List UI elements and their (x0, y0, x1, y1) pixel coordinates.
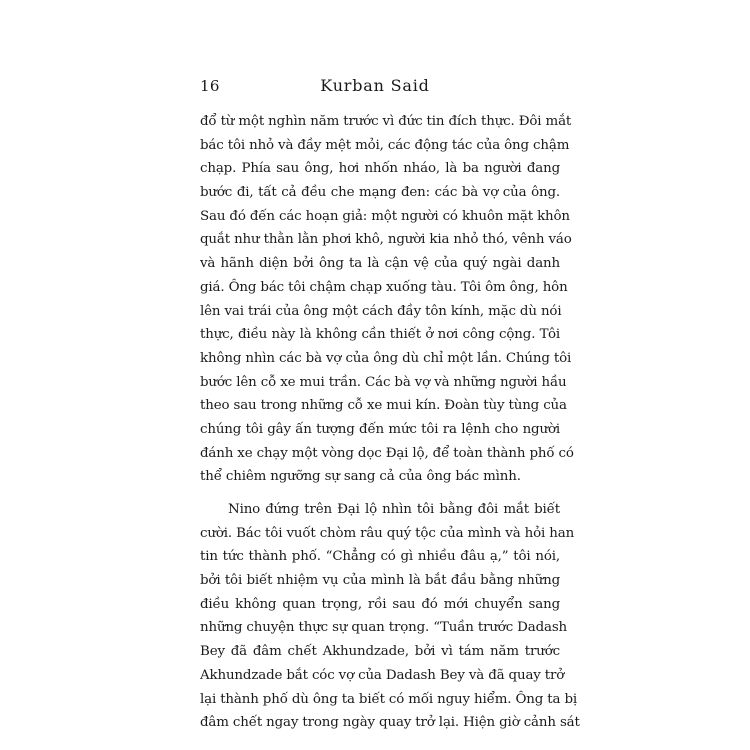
text-line: thể chiêm ngưỡng sự sang cả của ông bác mình. (200, 469, 521, 485)
text-line: tin tức thành phố. “Chẳng có gì nhiều đâu ạ,” tôi nói, (200, 549, 560, 565)
text-line: lại thành phố dù ông ta biết có mối nguy hiểm. Ông ta bị (200, 691, 578, 707)
text-line: và hãnh diện bởi ông ta là cận vệ của quý ngài danh (200, 256, 560, 272)
paragraph-2 (200, 498, 580, 735)
text-line: Nino đứng trên Đại lộ nhìn tôi bằng đôi mắt biết (228, 502, 560, 517)
text-line: đánh xe chạy một vòng dọc Đại lộ, để toàn thành phố có (200, 445, 574, 461)
text-line: cười. Bác tôi vuốt chòm râu quý tộc của mình và hỏi han (200, 525, 575, 541)
text-line: chúng tôi gây ấn tượng đến mức tôi ra lệnh cho người (200, 421, 560, 437)
running-head: Kurban Said (320, 76, 430, 95)
text-line: Akhundzade bắt cóc vợ của Dadash Bey và đã quay trở (200, 667, 565, 683)
text-line: lên vai trái của ông một cách đầy tôn kính, mặc dù nói (200, 303, 562, 319)
text-line: bước đi, tất cả đều che mạng đen: các bà vợ của ông. (200, 185, 560, 201)
text-line: đâm chết ngay trong ngày quay trở lại. Hiện giờ cảnh sát (200, 715, 580, 731)
paragraph-1 (200, 110, 574, 489)
text-line: bởi tôi biết nhiệm vụ của mình là bắt đầu bằng những (200, 573, 560, 589)
text-line: bước lên cỗ xe mui trần. Các bà vợ và những người hầu (200, 374, 567, 390)
page-number: 16 (200, 77, 220, 95)
text-line: giá. Ông bác tôi chậm chạp xuống tàu. Tôi ôm ông, hôn (200, 279, 568, 295)
text-line: quắt như thằn lằn phơi khô, người kia nhỏ thó, vênh váo (200, 232, 572, 248)
body-text (200, 110, 580, 735)
paragraph-gap (200, 489, 560, 498)
text-line: không nhìn các bà vợ của ông dù chỉ một lần. Chúng tôi (200, 350, 572, 366)
text-line: Bey đã đâm chết Akhundzade, bởi vì tám năm trước (200, 644, 560, 660)
text-line: Sau đó đến các hoạn giả: một người có khuôn mặt khôn (200, 208, 570, 224)
text-line: đổ từ một nghìn năm trước vì đức tin đích thực. Đôi mắt (200, 114, 572, 129)
text-line: những chuyện thực sự quan trọng. “Tuần trước Dadash (200, 620, 568, 636)
text-line: bác tôi nhỏ và đầy mệt mỏi, các động tác của ông chậm (200, 137, 570, 153)
text-line: theo sau trong những cỗ xe mui kín. Đoàn tùy tùng của (200, 398, 567, 414)
text-line: điều không quan trọng, rồi sau đó mới chuyển sang (200, 596, 560, 612)
text-line: chạp. Phía sau ông, hơi nhốn nháo, là ba người đang (200, 161, 560, 177)
text-line: thực, điều này là không cần thiết ở nơi công cộng. Tôi (200, 327, 560, 343)
